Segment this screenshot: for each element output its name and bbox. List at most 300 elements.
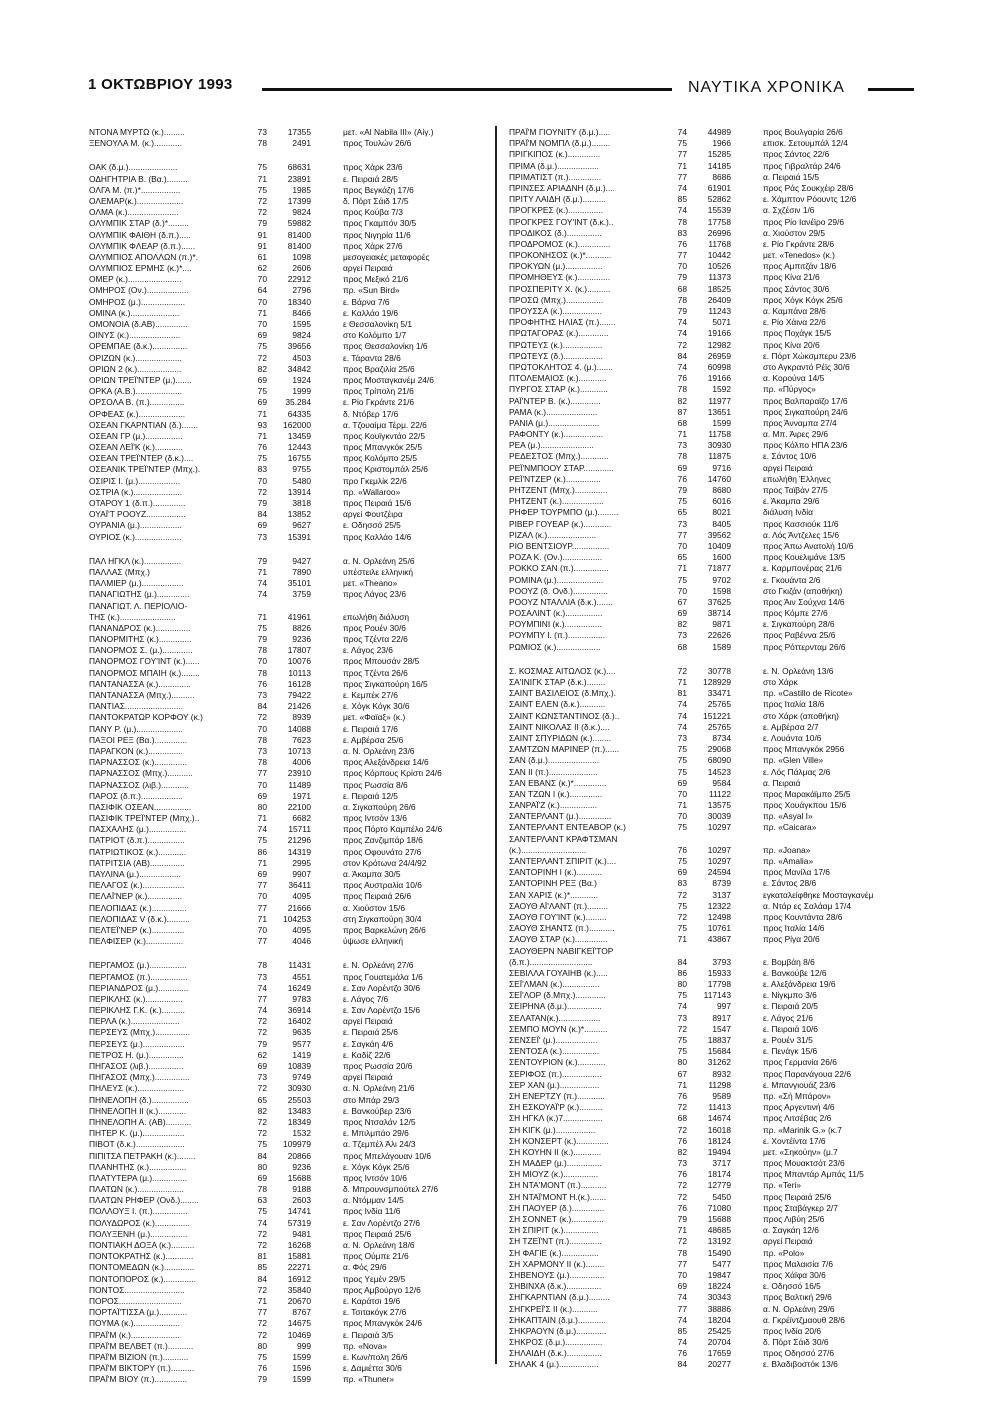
tonnage: 41961 [287,611,311,622]
ship-name: ΠΕΡΓΑΜΟΣ (μ.)................ [89,960,187,971]
ship-name: ΠΡΙΜΑ (δ.μ.).................. [509,160,599,171]
build-year: 70 [677,811,687,822]
ship-status: προς Τζέντα 26/6 [343,667,408,678]
ship-row [89,802,489,813]
tonnage: 2603 [292,1195,311,1206]
build-year: 70 [677,540,687,551]
ship-name: ΠΡΟΓΚΡΕΣ ΓΟΥ'ΙΝΤ (δ.κ.).. [509,216,614,227]
build-year: 74 [257,1005,267,1016]
ship-name: ΠΑΝΟΡΜΟΣ ΜΠΑΙΗ (κ.)........ [89,667,200,678]
build-year: 79 [257,498,267,508]
tonnage: 8680 [712,485,731,495]
build-year: 72 [677,889,687,900]
tonnage: 8932 [712,1068,731,1079]
ship-row [89,1184,489,1195]
tonnage: 33471 [707,688,731,699]
ship-name: ΟΤΑΡΟΥ 1 (δ.π.).............. [89,498,186,508]
ship-status: ε. Βανκούβε 12/6 [763,967,827,978]
ship-row [509,1326,909,1337]
ship-name: ΡΙΖΑΛ (κ.)..................... [509,529,597,540]
tonnage: 12443 [287,442,311,453]
build-year: 73 [257,971,267,982]
ship-row [89,230,489,241]
build-year: 78 [677,294,687,305]
ship-status: α. Σαγκάη 12/6 [763,1225,819,1236]
ship-row [509,451,909,462]
ship-row [89,498,489,509]
ship-row [509,396,909,407]
tonnage: 11875 [708,451,731,462]
ship-row [89,308,489,319]
tonnage: 30343 [707,1292,731,1303]
ship-name: ΟΜΗΡΟΣ (Ον.).................. [89,285,189,296]
ship-row [509,205,909,216]
tonnage: 13575 [707,800,731,811]
ship-row [509,138,909,149]
build-year: 72 [257,1083,267,1094]
ship-row [509,1259,909,1270]
build-year: 77 [677,1303,687,1314]
tonnage: 48685 [707,1225,731,1236]
ship-status: ε. Πόρτ Χώκσμπερυ 23/6 [763,350,857,361]
tonnage: 68631 [287,162,311,173]
build-year: 75 [677,856,687,866]
build-year: 78 [677,384,687,395]
ship-status: ε. Βανκούβερ 23/6 [343,1105,412,1116]
ship-list-section [89,162,489,542]
ship-name: ΝΤΟΝΑ ΜΥΡΤΩ (κ.)......... [89,127,185,137]
build-year: 74 [257,578,267,589]
ship-row [509,194,909,205]
ship-name: ΡΟΖΑ Κ. (Ον.)................. [509,552,603,563]
tonnage: 35.284 [285,397,311,408]
build-year: 70 [257,924,267,935]
build-year: 75 [677,1046,687,1057]
tonnage: 22271 [287,1262,311,1273]
build-year: 68 [677,641,687,652]
tonnage: 10839 [287,1061,311,1071]
ship-name: ΠΙΒΟΤ (δ.κ.)..................... [89,1139,185,1150]
build-year: 78 [257,734,267,745]
ship-name: ΣΗΒΕΝΟΥΣ (μ.)............... [509,1269,605,1280]
ship-status: στο Χάρκ [763,677,798,687]
build-year: 74 [677,1337,687,1348]
ship-row [509,261,909,272]
tonnage: 8767 [292,1307,311,1318]
build-year: 74 [677,1314,687,1325]
tonnage: 17758 [707,216,731,227]
ship-name: ΠΕΡΙΑΝΔΡΟΣ (μ.)............. [89,982,189,993]
build-year: 73 [677,732,687,743]
ship-row [509,767,909,778]
build-year: 71 [257,173,267,184]
build-year: 72 [677,1180,687,1191]
ship-name: ΠΑΝΤΟΚΡΑΤΩΡ ΚΟΡΦΟΥ (κ.) [89,712,203,723]
tonnage: 5071 [712,317,731,328]
build-year: 72 [677,1124,687,1135]
build-year: 75 [257,184,267,195]
ship-status: προς Αλεξάνδρεια 14/6 [343,757,429,768]
ship-status: προς Σιγκαπούρη 16/5 [343,678,428,689]
ship-status: προς Κουντάντα 28/6 [763,911,843,922]
ship-name: ΣΕΡΙΦΟΣ (π.)................. [509,1068,602,1079]
build-year: 72 [677,665,687,676]
build-year: 71 [257,857,267,868]
ship-status: προς Αμπιτζάν 18/6 [763,261,837,272]
tonnage: 3793 [712,956,731,967]
ship-name: ΣΑΝΤΕΡΛΑΝΤ (μ.).............. [509,811,612,822]
ship-name: ΡΙΒΕΡ ΓΟΥΕΑΡ (κ.)............ [509,518,612,529]
ship-status: προς Λάγος 23/6 [343,589,407,600]
ship-row [89,1274,489,1285]
build-year: 79 [257,218,267,229]
build-year: 75 [257,453,267,464]
tonnage: 10713 [287,745,311,756]
ship-row [89,1195,489,1206]
ship-name: ΟΛΓΑ Μ. (π.)*................. [89,184,181,195]
ship-status: α. Ν. Ορλεάνη 18/6 [343,1240,415,1250]
tonnage: 11298 [708,1079,731,1090]
ship-row [89,174,489,185]
ship-status: προς Ρουέν 30/6 [343,622,406,633]
ship-status: προς Ούμπε 21/6 [343,1251,409,1262]
ship-status: προς Σάντος 30/6 [763,283,830,294]
build-year: 71 [677,1079,687,1090]
ship-row [89,668,489,679]
tonnage: 81400 [287,240,311,251]
ship-status: α. Φός 29/6 [343,1262,387,1273]
tonnage: 10297 [707,856,731,866]
ship-name: ΠΡΙΤΥ ΛΑΙΔΗ (δ.μ.).......... [509,194,606,205]
ship-name: ΠΗΛΕΥΣ (κ.).................... [89,1083,184,1094]
ship-status: προς Άιν Σούχνα 14/6 [763,596,845,607]
ship-name: ΠΗΝΕΛΟΠΗ ΙΙ (κ.)............ [89,1105,187,1116]
tonnage: 1592 [712,384,731,395]
ship-row [89,218,489,229]
build-year: 72 [257,352,267,363]
tonnage: 35101 [287,578,311,589]
ship-row [509,306,909,317]
ship-name: ΣΑΟΥΘ ΣΗΑΝΤΣ (π.)........... [509,923,615,934]
ship-status: πρ. «Caicara» [763,822,817,833]
tonnage: 9755 [292,464,311,475]
build-year: 83 [257,464,267,475]
build-year: 81 [677,688,687,699]
build-year: 79 [677,306,687,316]
tonnage: 117143 [703,990,731,1001]
ship-status: υπέστειλε ελληνική [343,566,414,577]
ship-status: ε. Σαν Λορέντζο 30/6 [343,982,421,993]
ship-name: ΟΡΣΟΛΑ Β. (π.)............... [89,397,185,408]
ship-row [89,1374,489,1385]
ship-row [89,858,489,869]
ship-status: ε. Σαν Λορέντζο 15/6 [343,1005,421,1016]
ship-status: προς Σάντος 22/6 [763,149,830,160]
tonnage: 43867 [707,934,731,945]
build-year: 68 [677,1113,687,1124]
build-year: 65 [257,1094,267,1105]
ship-row [509,1001,909,1012]
ship-row [89,138,489,149]
ship-status: ε. Ρίο Γκράντε 28/6 [763,238,835,249]
build-year: 73 [677,440,687,451]
tonnage: 4095 [292,924,311,935]
build-year: 72 [257,1228,267,1239]
tonnage: 1532 [292,1128,311,1139]
ship-name: ΠΡΑΪ'Μ (κ.)..................... [89,1329,180,1340]
ship-status: ε. Πενάγκ 15/6 [763,1046,818,1057]
ship-row [509,923,909,934]
ship-row [89,656,489,667]
ship-name: ΠΑΣΧΑΛΗΣ (μ.)................ [89,824,187,835]
ship-row [89,679,489,690]
tonnage: 18349 [287,1116,311,1127]
ship-status: στη Σιγκαπούρη 30/4 [343,913,422,924]
ship-row [509,384,909,395]
tonnage: 9824 [292,330,311,341]
tonnage: 30930 [287,1083,311,1094]
ship-list-section [89,556,489,948]
tonnage: 4551 [292,971,311,982]
ship-status: α. Γκρέϊντζμαουθ 28/6 [763,1314,845,1325]
ship-name: ΠΗΓΑΣΟΣ (Μπχ.)............... [89,1072,190,1083]
tonnage: 14674 [707,1113,731,1124]
tonnage: 81400 [287,229,311,240]
ship-row [89,420,489,431]
ship-row [89,645,489,656]
build-year: 72 [257,1128,267,1139]
ship-row [509,161,909,172]
ship-row [89,1240,489,1251]
ship-row [89,724,489,735]
build-year: 85 [677,194,687,205]
tonnage: 8021 [712,507,731,518]
ship-status: πρ. «Σή Μπάρον» [763,1090,831,1101]
ship-row [509,541,909,552]
ship-status: ε. Πειραιά 3/5 [343,1329,394,1340]
ship-status: αργεί Πειραιά [343,1072,393,1083]
ship-status: δ. Μπρουνσμπούτελ 27/6 [343,1184,439,1195]
ship-row [509,1113,909,1124]
ship-name: ΠΕΛΑΓΟΣ (κ.).................. [89,880,185,891]
ship-status: ε. Αμβέρσα 2/7 [763,721,819,732]
tonnage: 1598 [712,585,731,596]
ship-row [509,979,909,990]
ship-row [509,284,909,295]
ship-name: ΠΗΓΑΣΟΣ (λιβ.)............... [89,1061,184,1071]
ship-name: ΟΛΕΜΑΡ(κ.).................... [89,195,184,206]
ship-status: αργεί Πειραιά [763,1236,813,1247]
tonnage: 3717 [712,1158,731,1169]
tonnage: 26959 [707,350,731,361]
ship-status: α. Σιγκαπούρη 26/6 [343,801,416,812]
build-year: 72 [257,1329,267,1340]
ship-row [509,586,909,597]
ship-row [89,914,489,925]
tonnage: 17807 [287,645,311,656]
build-year: 82 [257,363,267,374]
ship-row [89,1341,489,1352]
tonnage: 13459 [287,430,311,441]
ship-status: στο Χάρκ (αποθήκη) [763,710,839,721]
ship-row [509,485,909,496]
ship-name: ΣΗΛΑΙΔΗ (δ.κ.)............... [509,1348,602,1359]
build-year: 72 [257,1284,267,1295]
tonnage: 10526 [707,261,731,272]
tonnage: 7890 [292,566,311,577]
tonnage: 10113 [288,667,311,678]
ship-status: προς Υεμέν 29/5 [343,1273,406,1284]
ship-status: μετ. «Φαϊαξ» (κ.) [343,712,406,723]
ship-row [509,878,909,889]
ship-row [509,1057,909,1068]
ship-status: στο Αγκραντό Ρέϊς 30/6 [763,361,850,372]
ship-name: ΡΟΟΥΖ ΝΤΑΛΛΙΑ (δ.κ.)....... [509,596,613,607]
build-year: 75 [257,835,267,846]
ship-row [509,328,909,339]
ship-status: α. Άκαμπα 30/5 [343,869,401,879]
tonnage: 15539 [707,205,731,216]
build-year: 73 [257,745,267,756]
tonnage: 16249 [287,982,311,993]
ship-status: στον Κρότωνα 24/4/92 [343,857,427,868]
tonnage: 16018 [707,1124,731,1135]
ship-row [89,1139,489,1150]
ship-row [89,464,489,475]
build-year: 80 [677,1057,687,1068]
ship-row [509,711,909,722]
ship-name: ΠΡΙΜΑΤΙΣΤ (π.).............. [509,171,602,182]
ship-name: ΣΑΝ (δ.μ.)...................... [509,755,600,766]
ship-name: ΞΕΝΟΥΛΑ Μ. (κ.)............ [89,138,182,149]
tonnage: 9871 [712,619,731,630]
ship-name: ΠΕΛΟΠΙΔΑΣ V (δ.κ.).......... [89,913,190,924]
ship-name: ΡΟΥΜΠΙΝΙ (κ.)................ [509,619,602,630]
section-gap [89,149,489,162]
build-year: 76 [257,442,267,453]
ship-name: ΠΡΟΔΙΚΟΣ (δ.)............... [509,227,602,238]
ship-status: προς Μουακτσότ 23/6 [763,1158,845,1169]
build-year: 77 [677,250,687,261]
ship-status: ε. Κων/πολη 26/6 [343,1351,408,1362]
ship-row [509,778,909,789]
build-year: 84 [257,701,267,712]
tonnage: 18124 [707,1135,731,1146]
tonnage: 60998 [707,361,731,372]
build-year: 70 [257,723,267,734]
ship-name: ΣΑΙΝΤ ΒΑΣΙΛΕΙΟΣ (δ.Μπχ.). [509,688,617,699]
ship-status: ε. Καρμπονέρας 21/6 [763,563,842,574]
build-year: 61 [257,251,267,262]
build-year: 72 [257,207,267,218]
build-year: 70 [677,261,687,272]
ship-row [509,507,909,518]
ship-row [89,207,489,218]
tonnage: 9635 [292,1027,311,1038]
ship-row [509,845,909,856]
tonnage: 21666 [287,902,311,913]
tonnage: 36411 [288,880,311,891]
ship-status: προς Τουλών 26/6 [343,138,412,149]
build-year: 75 [677,496,687,507]
tonnage: 13483 [287,1105,311,1116]
ship-status: ε. Βομβάη 8/6 [763,956,815,967]
build-year: 78 [677,1247,687,1258]
ship-name: ΣΑΝ ΙΙ (π.)..................... [509,766,598,777]
ship-row [89,936,489,947]
tonnage: 14675 [287,1318,311,1329]
tonnage: 8734 [712,732,731,743]
tonnage: 11373 [708,272,731,283]
ship-row [509,272,909,283]
tonnage: 8739 [712,878,731,889]
build-year: 77 [257,936,267,947]
build-year: 72 [257,1016,267,1027]
ship-row [89,757,489,768]
ship-row [509,834,909,845]
build-year: 71 [257,566,267,577]
ship-row [509,1080,909,1091]
ship-row [89,960,489,971]
ship-status: α. Τζεμπέλ Άλι 24/3 [343,1139,416,1150]
ship-row [89,509,489,520]
ship-name: ΣΕΜΠΟ ΜΟΥΝ (κ.)*.......... [509,1023,608,1034]
ship-name: ΣΗ ΚΟΥΗΝ ΙΙ (κ.)............ [509,1146,602,1157]
ship-row [509,440,909,451]
ship-name: ΠΑΝΑΓΙΩΤΗΣ (μ.).............. [89,589,190,600]
ship-name: ΠΑΣΙΦΙΚ ΤΡΕΪ'ΝΤΕΡ (Μπχ.).. [89,813,200,824]
build-year: 75 [677,574,687,585]
build-year: 74 [677,317,687,328]
ship-row [509,608,909,619]
tonnage: 15933 [707,967,731,978]
build-year: 76 [677,1348,687,1359]
ship-status: προς Κολόμπο 25/5 [343,453,418,464]
ship-status: προς Μεξικό 21/6 [343,274,409,285]
ship-name: ΡΕΪ'ΝΜΠΟΟΥ ΣΤΑΡ............. [509,462,614,473]
ship-status: ε. Σάντος 28/6 [763,878,817,889]
ship-name: ΠΡΟΓΚΡΕΣ (κ.)............... [509,205,604,216]
tonnage: 4046 [292,936,311,947]
ship-status: προς Νιγηρία 11/6 [343,229,411,240]
tonnage: 38714 [707,608,731,619]
tonnage: 12498 [707,911,731,922]
ship-name: ΣΑΟΥΘ ΓΟΥ'ΙΝΤ (κ.)......... [509,911,607,922]
tonnage: 1999 [292,386,311,397]
build-year: 75 [677,1035,687,1045]
build-year: 74 [677,205,687,216]
build-year: 82 [257,1105,267,1116]
ship-status: δ. Πόρτ Σάιδ 17/5 [343,195,409,206]
build-year: 71 [677,677,687,687]
ship-row [509,1337,909,1348]
tonnage: 79422 [287,690,311,700]
ship-name: ΠΕΡΙΚΛΗΣ Γ.Κ. (κ.).......... [89,1005,185,1016]
tonnage: 6016 [712,496,731,507]
ship-row [89,880,489,891]
build-year: 68 [677,283,687,294]
tonnage: 16402 [287,1016,311,1027]
ship-name: ΠΡΩΤΕΥΣ (κ.)................. [509,339,603,350]
tonnage: 9236 [292,634,311,645]
ship-status: ύψωσε ελληνική [343,936,403,947]
build-year: 70 [677,1269,687,1280]
tonnage: 104253 [283,913,311,924]
build-year: 74 [677,1292,687,1303]
build-year: 77 [257,1307,267,1318]
ship-name: ΡΑΪ'ΝΤΕΡ Β. (κ.)............. [509,395,601,406]
ship-name: ΟΛΜΑ (κ.)...................... [89,207,179,218]
